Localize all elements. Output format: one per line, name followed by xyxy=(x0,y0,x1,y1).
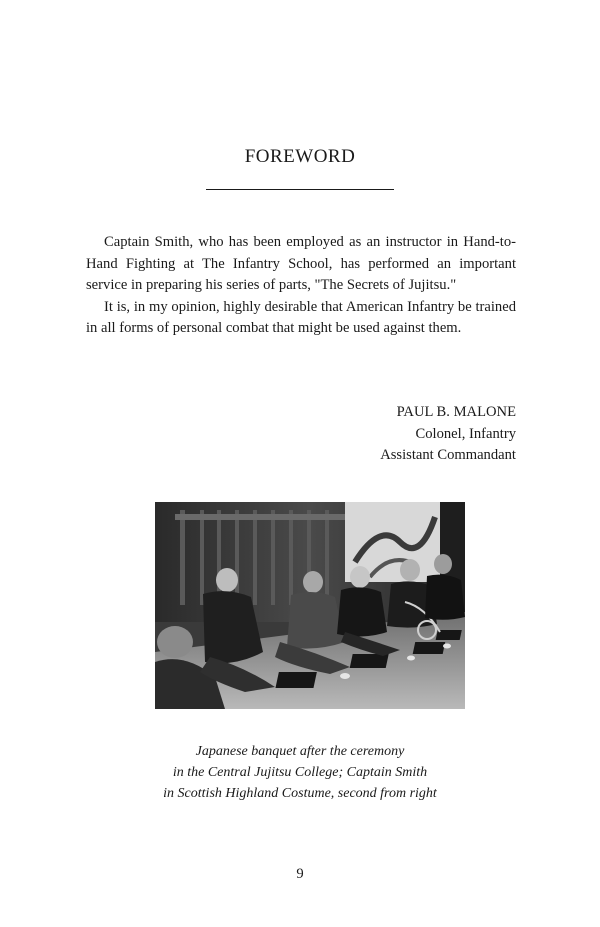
signature-block xyxy=(380,402,516,467)
page-title: FOREWORD xyxy=(244,146,356,167)
foreword-body xyxy=(86,232,516,340)
caption-line: in the Central Jujitsu College; Captain Smith xyxy=(172,765,428,780)
foreword-paragraph-1: Captain Smith, who has been employed as an instructor in Hand-to-Hand Fighting at The Infantry School, has performed an important service in preparing his series of parts, "The Secrets of Jujitsu." xyxy=(86,234,516,294)
foreword-paragraph-2: It is, in my opinion, highly desirable that American Infantry be trained in all forms of personal combat that might be used against them. xyxy=(86,298,516,337)
signature-rank: Colonel, Infantry xyxy=(415,425,516,442)
banquet-photograph xyxy=(155,502,465,709)
caption-line: Japanese banquet after the ceremony xyxy=(195,744,405,759)
page-number: 9 xyxy=(296,866,304,882)
banquet-photograph-drawing xyxy=(155,502,465,709)
photo-caption xyxy=(0,741,600,804)
title-underline xyxy=(206,189,394,190)
signature-position: Assistant Commandant xyxy=(380,447,516,464)
signature-name: PAUL B. MALONE xyxy=(396,404,516,420)
caption-line: in Scottish Highland Costume, second from right xyxy=(163,786,437,801)
